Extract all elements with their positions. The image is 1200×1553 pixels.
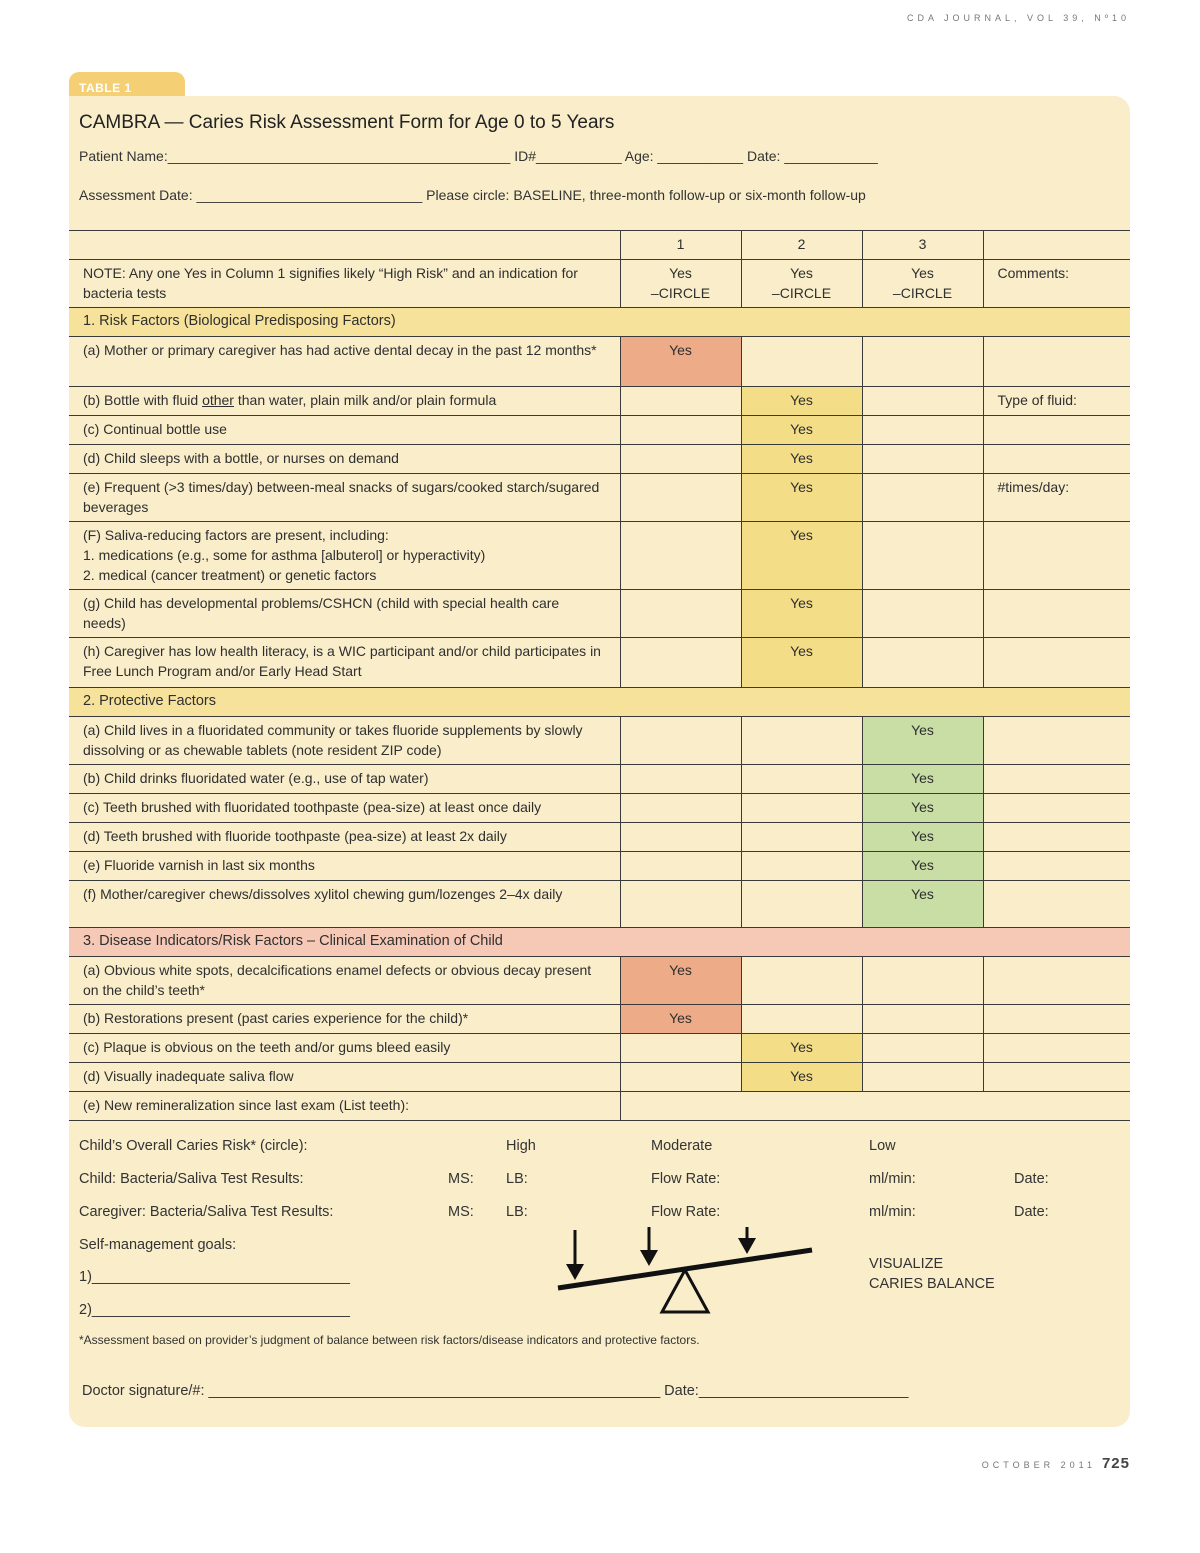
self-management-goals-label: Self-management goals: bbox=[79, 1237, 237, 1253]
table-row bbox=[69, 1092, 1130, 1121]
comment-cell[interactable] bbox=[983, 590, 1130, 638]
empty-cell bbox=[620, 794, 741, 823]
factor-text: (d) Child sleeps with a bottle, or nurses on demand bbox=[69, 445, 620, 474]
empty-cell bbox=[620, 717, 741, 765]
empty-cell bbox=[620, 474, 741, 522]
child-flow-label: Flow Rate: bbox=[651, 1171, 721, 1187]
factor-text: (h) Caregiver has low health literacy, is a WIC participant and/or child participates in Free Lunch Program and/or Early Head Start bbox=[69, 638, 620, 688]
caregiver-lb-label: LB: bbox=[506, 1204, 528, 1220]
comment-cell[interactable]: #times/day: bbox=[983, 474, 1130, 522]
column-2-header: Yes –CIRCLE bbox=[741, 260, 862, 308]
empty-cell bbox=[741, 765, 862, 794]
empty-cell bbox=[741, 717, 862, 765]
empty-cell bbox=[741, 794, 862, 823]
yes-column-2[interactable]: Yes bbox=[741, 474, 862, 522]
table-row bbox=[69, 794, 1130, 823]
yes-column-3[interactable]: Yes bbox=[862, 852, 983, 881]
column-number-row bbox=[69, 231, 1130, 260]
empty-cell bbox=[741, 957, 862, 1005]
empty-cell bbox=[620, 522, 741, 590]
table-row bbox=[69, 638, 1130, 688]
assessment-form-card bbox=[69, 96, 1130, 1427]
page-number: 725 bbox=[1101, 1455, 1130, 1472]
empty-cell bbox=[862, 1005, 983, 1034]
section-title: 1. Risk Factors (Biological Predisposing Factors) bbox=[69, 308, 1130, 337]
comment-cell[interactable] bbox=[983, 881, 1130, 928]
empty-cell bbox=[741, 881, 862, 928]
factor-text: (e) Fluoride varnish in last six months bbox=[69, 852, 620, 881]
comment-cell[interactable] bbox=[983, 1063, 1130, 1092]
yes-column-3[interactable]: Yes bbox=[862, 823, 983, 852]
factor-text: (b) Child drinks fluoridated water (e.g., use of tap water) bbox=[69, 765, 620, 794]
table-row bbox=[69, 416, 1130, 445]
empty-cell bbox=[862, 337, 983, 387]
yes-column-2[interactable]: Yes bbox=[741, 590, 862, 638]
table-row bbox=[69, 823, 1130, 852]
table-label: TABLE 1 bbox=[69, 72, 185, 101]
column-number-1: 1 bbox=[620, 231, 741, 260]
visualize-line-1: VISUALIZE bbox=[869, 1256, 944, 1272]
yes-column-3[interactable]: Yes bbox=[862, 717, 983, 765]
yes-column-2[interactable]: Yes bbox=[741, 416, 862, 445]
yes-column-2[interactable]: Yes bbox=[741, 1063, 862, 1092]
factor-text: (c) Plaque is obvious on the teeth and/or gums bleed easily bbox=[69, 1034, 620, 1063]
yes-column-1[interactable]: Yes bbox=[620, 1005, 741, 1034]
column-number-blank bbox=[69, 231, 620, 260]
factor-text: (e) Frequent (>3 times/day) between-meal snacks of sugars/cooked starch/sugared beverages bbox=[69, 474, 620, 522]
child-date-label: Date: bbox=[1014, 1171, 1049, 1187]
empty-cell bbox=[741, 823, 862, 852]
factor-text: (b) Bottle with fluid other than water, plain milk and/or plain formula bbox=[69, 387, 620, 416]
comment-cell[interactable] bbox=[983, 522, 1130, 590]
table-row bbox=[69, 765, 1130, 794]
page-footer bbox=[982, 1455, 1130, 1472]
comment-cell[interactable] bbox=[983, 852, 1130, 881]
empty-cell bbox=[741, 337, 862, 387]
factor-text: (f) Mother/caregiver chews/dissolves xylitol chewing gum/lozenges 2–4x daily bbox=[69, 881, 620, 928]
factor-text: (a) Mother or primary caregiver has had active dental decay in the past 12 months* bbox=[69, 337, 620, 387]
factor-text: (a) Child lives in a fluoridated community or takes fluoride supplements by slowly dissolving or as chewable tablets (note resident ZIP code) bbox=[69, 717, 620, 765]
section-title: 2. Protective Factors bbox=[69, 688, 1130, 717]
empty-cell bbox=[620, 823, 741, 852]
high-risk-note: NOTE: Any one Yes in Column 1 signifies likely “High Risk” and an indication for bacteria tests bbox=[69, 260, 620, 308]
footnote: *Assessment based on provider’s judgment of balance between risk factors/disease indicators and protective factors. bbox=[79, 1333, 700, 1347]
empty-cell bbox=[862, 1034, 983, 1063]
empty-cell bbox=[620, 416, 741, 445]
column-number-2: 2 bbox=[741, 231, 862, 260]
empty-cell bbox=[620, 387, 741, 416]
empty-cell bbox=[741, 852, 862, 881]
empty-cell bbox=[620, 590, 741, 638]
visualize-caries-balance-label bbox=[869, 1254, 995, 1294]
empty-cell bbox=[620, 1063, 741, 1092]
comment-cell[interactable] bbox=[983, 1034, 1130, 1063]
yes-column-2[interactable]: Yes bbox=[741, 522, 862, 590]
table-row bbox=[69, 474, 1130, 522]
journal-header: CDA JOURNAL, VOL 39, Nº10 bbox=[907, 13, 1130, 23]
overall-risk-label: Child’s Overall Caries Risk* (circle): bbox=[79, 1138, 308, 1154]
empty-cell bbox=[862, 387, 983, 416]
yes-column-1[interactable]: Yes bbox=[620, 337, 741, 387]
comment-cell[interactable] bbox=[983, 794, 1130, 823]
factor-text: (b) Restorations present (past caries experience for the child)* bbox=[69, 1005, 620, 1034]
yes-column-2[interactable]: Yes bbox=[741, 387, 862, 416]
yes-column-2[interactable]: Yes bbox=[741, 445, 862, 474]
patient-info-line: Patient Name:____________________________________________ ID#___________ Age: ___________ Date: ____________ bbox=[79, 148, 878, 164]
factor-text: (c) Teeth brushed with fluoridated toothpaste (pea-size) at least once daily bbox=[69, 794, 620, 823]
comment-cell[interactable] bbox=[983, 765, 1130, 794]
caregiver-ms-label: MS: bbox=[448, 1204, 474, 1220]
comment-cell[interactable]: Type of fluid: bbox=[983, 387, 1130, 416]
caregiver-ml-label: ml/min: bbox=[869, 1204, 916, 1220]
factor-text: (d) Visually inadequate saliva flow bbox=[69, 1063, 620, 1092]
table-row bbox=[69, 957, 1130, 1005]
doctor-signature-line[interactable]: Doctor signature/#: ________________________________________________________ Date:__________________________ bbox=[82, 1383, 909, 1399]
table-row bbox=[69, 522, 1130, 590]
comment-cell[interactable] bbox=[983, 957, 1130, 1005]
empty-cell bbox=[620, 881, 741, 928]
empty-cell bbox=[620, 445, 741, 474]
caries-balance-seesaw-icon bbox=[554, 1224, 819, 1316]
table-row bbox=[69, 445, 1130, 474]
yes-column-3[interactable]: Yes bbox=[862, 765, 983, 794]
footer-month: OCTOBER 2011 bbox=[981, 1460, 1096, 1470]
goal-1-line[interactable]: 1)________________________________ bbox=[79, 1269, 350, 1285]
yes-column-2[interactable]: Yes bbox=[741, 638, 862, 688]
yes-column-1[interactable]: Yes bbox=[620, 957, 741, 1005]
empty-cell bbox=[862, 638, 983, 688]
table-row bbox=[69, 717, 1130, 765]
empty-cell bbox=[862, 416, 983, 445]
table-row bbox=[69, 852, 1130, 881]
table-row bbox=[69, 1005, 1130, 1034]
section-header-row bbox=[69, 308, 1130, 337]
empty-cell bbox=[620, 765, 741, 794]
comment-cell[interactable] bbox=[983, 416, 1130, 445]
overall-risk-high[interactable]: High bbox=[506, 1138, 536, 1154]
empty-cell bbox=[620, 638, 741, 688]
table-row bbox=[69, 1034, 1130, 1063]
column-1-header: Yes –CIRCLE bbox=[620, 260, 741, 308]
table-row bbox=[69, 337, 1130, 387]
factor-text: (g) Child has developmental problems/CSHCN (child with special health care needs) bbox=[69, 590, 620, 638]
comment-cell[interactable] bbox=[983, 823, 1130, 852]
section-title: 3. Disease Indicators/Risk Factors – Clinical Examination of Child bbox=[69, 928, 1130, 957]
factor-text: (e) New remineralization since last exam (List teeth): bbox=[69, 1092, 620, 1121]
empty-cell bbox=[862, 1063, 983, 1092]
comment-cell[interactable] bbox=[983, 638, 1130, 688]
section-header-row bbox=[69, 688, 1130, 717]
table-row bbox=[69, 881, 1130, 928]
column-header-row bbox=[69, 260, 1130, 308]
table-row bbox=[69, 387, 1130, 416]
yes-column-3[interactable]: Yes bbox=[862, 794, 983, 823]
column-number-3: 3 bbox=[862, 231, 983, 260]
empty-cell bbox=[620, 852, 741, 881]
factor-text: (F) Saliva-reducing factors are present, including: 1. medications (e.g., some for asthma [albuterol] or hyperactivity) 2. medical (cancer treatment) or genetic factors bbox=[69, 522, 620, 590]
comment-cell[interactable] bbox=[983, 717, 1130, 765]
caregiver-date-label: Date: bbox=[1014, 1204, 1049, 1220]
child-ms-label: MS: bbox=[448, 1171, 474, 1187]
form-title: CAMBRA — Caries Risk Assessment Form for Age 0 to 5 Years bbox=[79, 112, 615, 133]
assessment-date-line: Assessment Date: _____________________________ Please circle: BASELINE, three-month follow-up or six-month follow-up bbox=[79, 187, 866, 203]
visualize-line-2: CARIES BALANCE bbox=[869, 1276, 995, 1292]
factor-text: (d) Teeth brushed with fluoride toothpaste (pea-size) at least 2x daily bbox=[69, 823, 620, 852]
child-test-label: Child: Bacteria/Saliva Test Results: bbox=[79, 1171, 304, 1187]
empty-cell bbox=[862, 474, 983, 522]
comment-cell[interactable] bbox=[983, 337, 1130, 387]
table-row bbox=[69, 590, 1130, 638]
comment-cell[interactable] bbox=[983, 445, 1130, 474]
overall-risk-moderate[interactable]: Moderate bbox=[651, 1138, 713, 1154]
yes-column-3[interactable]: Yes bbox=[862, 881, 983, 928]
comments-header: Comments: bbox=[983, 260, 1130, 308]
factor-text: (c) Continual bottle use bbox=[69, 416, 620, 445]
column-3-header: Yes –CIRCLE bbox=[862, 260, 983, 308]
empty-cell bbox=[741, 1005, 862, 1034]
factor-text: (a) Obvious white spots, decalcifications enamel defects or obvious decay present on the child’s teeth* bbox=[69, 957, 620, 1005]
child-ml-label: ml/min: bbox=[869, 1171, 916, 1187]
yes-column-2[interactable]: Yes bbox=[741, 1034, 862, 1063]
child-lb-label: LB: bbox=[506, 1171, 528, 1187]
remineralization-teeth-field[interactable] bbox=[620, 1092, 1130, 1121]
section-header-row bbox=[69, 928, 1130, 957]
comment-cell[interactable] bbox=[983, 1005, 1130, 1034]
empty-cell bbox=[862, 590, 983, 638]
empty-cell bbox=[862, 445, 983, 474]
goal-2-line[interactable]: 2)________________________________ bbox=[79, 1302, 350, 1318]
empty-cell bbox=[862, 522, 983, 590]
empty-cell bbox=[862, 957, 983, 1005]
table-row bbox=[69, 1063, 1130, 1092]
caregiver-flow-label: Flow Rate: bbox=[651, 1204, 721, 1220]
empty-cell bbox=[620, 1034, 741, 1063]
column-number-comments bbox=[983, 231, 1130, 260]
overall-risk-low[interactable]: Low bbox=[869, 1138, 896, 1154]
caregiver-test-label: Caregiver: Bacteria/Saliva Test Results: bbox=[79, 1204, 334, 1220]
risk-assessment-table bbox=[69, 230, 1130, 1121]
